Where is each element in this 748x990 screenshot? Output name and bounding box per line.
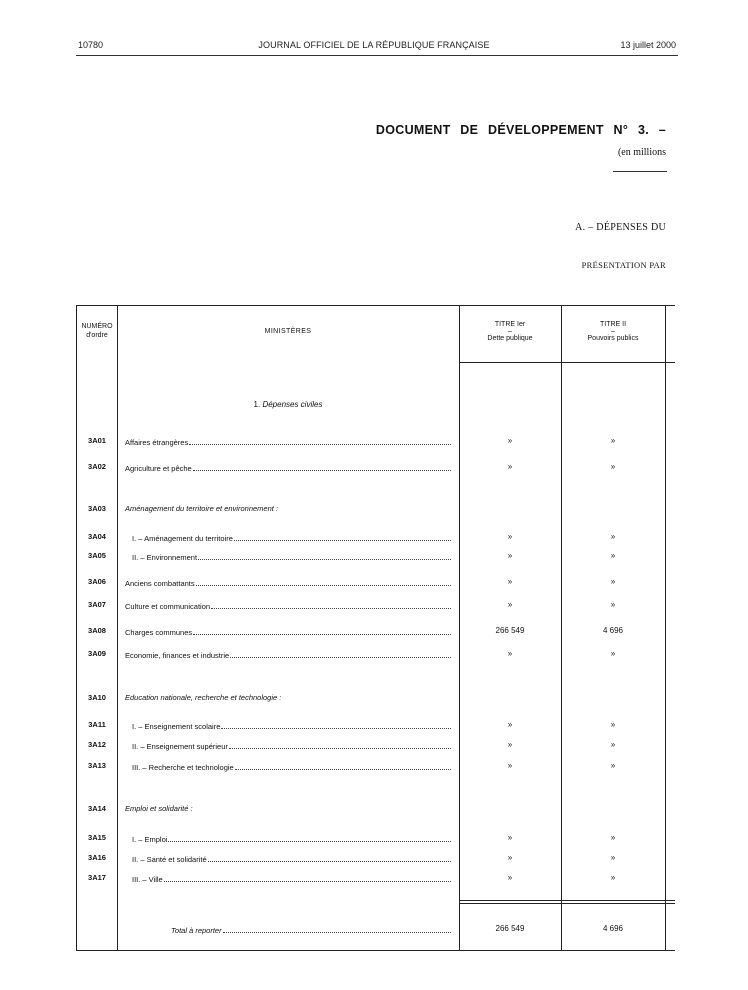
header-titre-2-dash: –	[611, 328, 615, 335]
leader-dots	[168, 833, 451, 842]
row-titre-1-value: »	[507, 600, 513, 609]
total-row	[77, 924, 665, 938]
table-row	[77, 576, 665, 590]
row-label-text: Affaires étrangères	[125, 438, 189, 447]
header-numero-line1: NUMÉRO	[81, 323, 113, 330]
page-number: 10780	[78, 40, 104, 50]
row-label-text: I. – Enseignement scolaire	[132, 722, 221, 731]
header-titre-2-line2: Pouvoirs publics	[587, 335, 639, 342]
header-titre-1-line2: Dette publique	[487, 335, 533, 342]
table-row	[77, 832, 665, 846]
budget-table	[76, 305, 675, 951]
row-titre-1-value: »	[507, 436, 513, 445]
row-label	[125, 436, 451, 447]
row-label	[125, 626, 451, 637]
leader-dots	[221, 720, 451, 729]
table-row	[77, 692, 665, 706]
row-titre-1-value: »	[507, 551, 513, 560]
leader-dots	[229, 740, 451, 749]
row-label-text: Charges communes	[125, 628, 193, 637]
row-label-text: III. – Ville	[132, 875, 163, 884]
row-titre-1-value: »	[507, 873, 513, 882]
row-code: 3A16	[88, 853, 106, 862]
row-label	[125, 462, 451, 473]
row-label-text: I. – Aménagement du territoire	[132, 534, 233, 543]
section-a-title: A. – DÉPENSES DU	[575, 222, 666, 233]
total-label-text: Total à reporter	[171, 926, 222, 935]
row-label	[125, 600, 451, 611]
row-label-text: I. – Emploi	[132, 835, 168, 844]
row-code: 3A06	[88, 577, 106, 586]
row-titre-2-value: »	[610, 436, 616, 445]
row-code: 3A10	[88, 693, 106, 702]
row-titre-1-value: »	[507, 853, 513, 862]
row-code: 3A17	[88, 873, 106, 882]
row-titre-2-value: »	[610, 833, 616, 842]
row-titre-1-value: »	[507, 761, 513, 770]
row-titre-2-value: »	[610, 720, 616, 729]
row-label-text: II. – Santé et solidarité	[132, 855, 207, 864]
row-titre-1-value: 266 549	[495, 626, 525, 635]
row-code: 3A03	[88, 504, 106, 513]
row-label-text: Economie, finances et industrie	[125, 651, 230, 660]
total-divider	[459, 903, 675, 904]
row-label-text: Anciens combattants	[125, 579, 195, 588]
table-row	[77, 550, 665, 564]
row-label	[132, 761, 451, 772]
row-titre-1-value: »	[507, 740, 513, 749]
table-row	[77, 872, 665, 886]
table-row	[77, 461, 665, 475]
row-titre-2-value: »	[610, 462, 616, 471]
total-titre-1: 266 549	[495, 924, 525, 933]
section-label: Dépenses civiles	[262, 400, 323, 409]
publication-date: 13 juillet 2000	[620, 40, 676, 50]
leader-dots	[211, 600, 451, 609]
row-label	[132, 740, 451, 751]
row-label-text: III. – Recherche et technologie	[132, 763, 234, 772]
leader-dots	[234, 532, 451, 541]
table-row	[77, 760, 665, 774]
header-numero	[77, 322, 117, 340]
leader-dots	[164, 873, 451, 882]
row-code: 3A09	[88, 649, 106, 658]
total-label	[171, 924, 451, 935]
column-divider	[665, 306, 666, 950]
row-label-text: II. – Enseignement supérieur	[132, 742, 228, 751]
document-title: DOCUMENT DE DÉVELOPPEMENT N° 3. –	[375, 123, 666, 137]
row-titre-2-value: »	[610, 649, 616, 658]
section-number: 1.	[253, 400, 263, 409]
row-titre-1-value: »	[507, 649, 513, 658]
row-titre-1-value: »	[507, 720, 513, 729]
row-titre-1-value: »	[507, 833, 513, 842]
row-heading: Aménagement du territoire et environnement :	[125, 504, 278, 513]
header-rule	[76, 55, 678, 56]
table-row	[77, 625, 665, 639]
leader-dots	[189, 436, 451, 445]
row-titre-2-value: »	[610, 532, 616, 541]
row-code: 3A01	[88, 436, 106, 445]
total-divider	[459, 900, 675, 901]
row-label	[132, 873, 451, 884]
leader-dots	[235, 761, 451, 770]
row-titre-2-value: »	[610, 551, 616, 560]
row-titre-1-value: »	[507, 532, 513, 541]
leader-dots	[196, 577, 451, 586]
row-titre-2-value: »	[610, 600, 616, 609]
row-label-text: Culture et communication	[125, 602, 211, 611]
journal-title: JOURNAL OFFICIEL DE LA RÉPUBLIQUE FRANÇAISE	[258, 40, 490, 50]
leader-dots	[193, 462, 451, 471]
section-depenses-civiles	[117, 400, 459, 409]
row-code: 3A15	[88, 833, 106, 842]
row-code: 3A02	[88, 462, 106, 471]
table-row	[77, 739, 665, 753]
header-titre-1	[459, 320, 561, 344]
row-label	[132, 833, 451, 844]
leader-dots	[193, 626, 451, 635]
header-titre-1-line1: TITRE Ier	[494, 321, 526, 328]
row-code: 3A08	[88, 626, 106, 635]
table-row	[77, 503, 665, 517]
unit-rule	[613, 171, 667, 172]
header-divider	[459, 362, 675, 363]
header-titre-2	[561, 320, 665, 344]
row-heading: Emploi et solidarité :	[125, 804, 193, 813]
leader-dots	[230, 649, 451, 658]
row-label	[132, 853, 451, 864]
row-label-text: II. – Environnement	[132, 553, 198, 562]
table-row	[77, 435, 665, 449]
presentation-title: PRÉSENTATION PAR	[581, 260, 666, 270]
row-titre-2-value: »	[610, 740, 616, 749]
row-code: 3A13	[88, 761, 106, 770]
row-label-text: Agriculture et pêche	[125, 464, 192, 473]
row-titre-2-value: »	[610, 873, 616, 882]
row-titre-2-value: »	[610, 853, 616, 862]
row-titre-2-value: »	[610, 761, 616, 770]
header-numero-line2: d'ordre	[86, 332, 108, 339]
row-code: 3A04	[88, 532, 106, 541]
row-titre-1-value: »	[507, 462, 513, 471]
row-label	[132, 720, 451, 731]
row-code: 3A12	[88, 740, 106, 749]
leader-dots	[208, 853, 451, 862]
header-titre-2-line1: TITRE II	[599, 321, 627, 328]
row-code: 3A05	[88, 551, 106, 560]
row-label	[125, 649, 451, 660]
row-label	[132, 532, 451, 543]
unit-note: (en millions	[617, 147, 666, 158]
header-ministeres: MINISTÈRES	[264, 328, 312, 335]
row-titre-2-value: 4 696	[602, 626, 624, 635]
table-row	[77, 803, 665, 817]
row-titre-2-value: »	[610, 577, 616, 586]
table-row	[77, 648, 665, 662]
leader-dots	[223, 924, 451, 933]
row-titre-1-value: »	[507, 577, 513, 586]
total-titre-2: 4 696	[602, 924, 624, 933]
table-row	[77, 599, 665, 613]
row-code: 3A14	[88, 804, 106, 813]
table-row	[77, 852, 665, 866]
row-label	[132, 551, 451, 562]
row-code: 3A11	[88, 720, 106, 729]
header-titre-1-dash: –	[508, 328, 512, 335]
row-code: 3A07	[88, 600, 106, 609]
table-row	[77, 531, 665, 545]
table-row	[77, 719, 665, 733]
row-heading: Education nationale, recherche et technologie :	[125, 693, 282, 702]
row-label	[125, 577, 451, 588]
leader-dots	[198, 551, 451, 560]
